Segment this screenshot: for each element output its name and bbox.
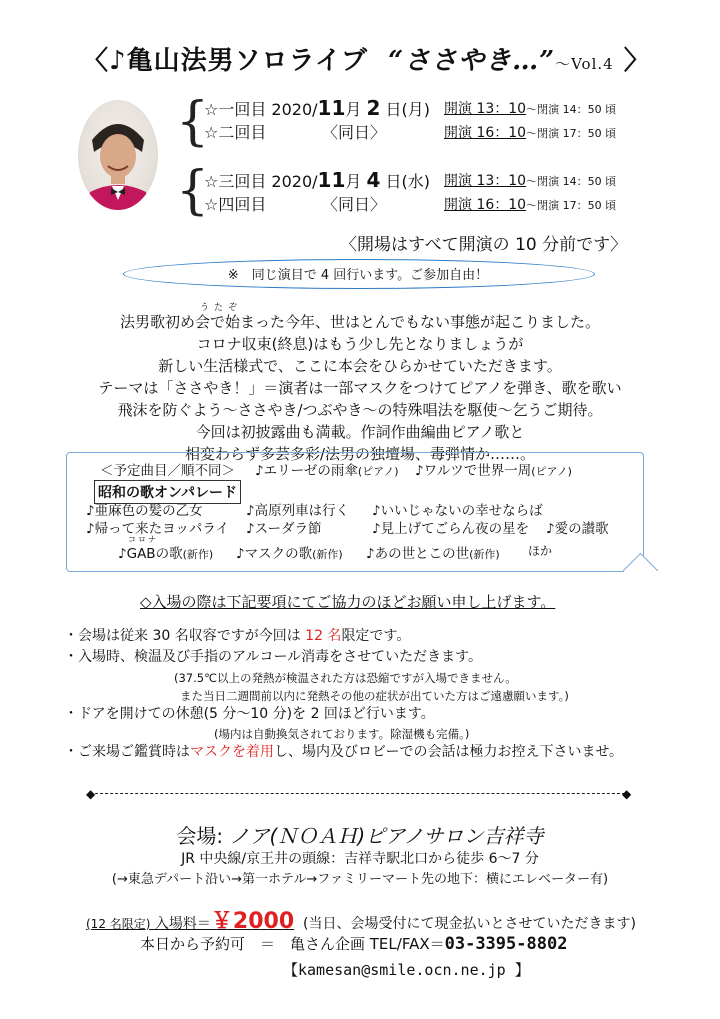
rule-break: ・ドアを開けての休憩(5 分～10 分)を 2 回ほど行います。 [64, 706, 435, 722]
venue-name: ノア(ＮＯＡＨ)ピアノサロン吉祥寺 [229, 824, 544, 848]
song-item: ♪スーダラ節 [246, 521, 322, 537]
song-item: ♪帰って来たヨッパライ [86, 521, 229, 537]
rule-temperature-note-2: また当日二週間前以内に発熱その他の症状が出ていた方はご遠慮願います。) [180, 689, 569, 703]
intro-line: 相変わらず多芸多彩/法男の独壇場、毒弾情か……。 [184, 445, 536, 463]
intro-line: 飛沫を防ぐよう～ささやき/つぶやき～の特殊唱法を駆使～乞うご期待。 [117, 401, 603, 419]
divider-mark-right: ◆ [622, 787, 632, 801]
show-2-time: 開演 16：10～閉演 17：50 頃 [444, 125, 617, 141]
performer-portrait-icon [78, 100, 158, 210]
fee-price: ￥2000 [210, 909, 295, 934]
ruby-corona: コロナ [128, 535, 158, 544]
page-title [82, 40, 651, 77]
rule-temperature-note-1: (37.5℃以上の発熱が検温された方は恐縮ですが入場できません。 [174, 671, 517, 685]
show-4: ☆四回目 〈同日〉 開演 16：10～閉演 17：50 頃 [204, 195, 617, 214]
medley-label: 昭和の歌オンパレード [94, 480, 241, 504]
performer-photo [78, 100, 158, 210]
title-vol: ～Vol.4 [555, 55, 614, 73]
song-item: ♪高原列車は行く [246, 503, 350, 519]
oval-note: ※ 同じ演目で 4 回行います。ご参加自由！ [227, 268, 489, 283]
intro-paragraph [90, 311, 630, 465]
close-bracket: 〉 [623, 46, 651, 76]
booking-tel[interactable]: 03-3395-8802 [444, 934, 568, 954]
intro-line: 新しい生活様式で、ここに本会をひらかせていただきます。 [158, 357, 562, 375]
music-note-icon: ♪ [109, 46, 127, 76]
song-piano-2: ♪ワルツで世界一周(ピアノ) [415, 463, 572, 479]
intro-line: 今回は初披露曲も満載。作詞作曲編曲ピアノ歌と [195, 423, 525, 441]
show-2: ☆二回目 〈同日〉 開演 16：10～閉演 17：50 頃 [204, 123, 617, 142]
song-item: ♪亜麻色の髪の乙女 [86, 503, 203, 519]
song-item: ♪いいじゃないの幸せならば [372, 503, 543, 519]
venue [0, 820, 720, 849]
divider-line [90, 793, 630, 794]
divider-mark-left: ◆ [86, 787, 96, 801]
song-new-3: ♪あの世とこの世(新作) [366, 546, 500, 562]
doors-open-note: 〈開場はすべて開演の 10 分前です〉 [340, 235, 628, 255]
venue-label: 会場: [176, 824, 224, 848]
intro-line: 法男歌初め会で始まった今年、世はとんでもない事態が起こりました。 [119, 313, 600, 331]
intro-line: コロナ収束(終息)はもう少し先となりましょうが [196, 335, 524, 353]
venue-access: JR 中央線/京王井の頭線：吉祥寺駅北口から徒歩 6～7 分 [181, 851, 539, 867]
song-new-1: ♪GABの歌(新作) [118, 546, 214, 562]
show-1: ☆一回目 2020/11月 2 日(月) 開演 13：10～閉演 14：50 頃 [204, 96, 617, 120]
song-piano-1: ♪エリーゼの雨傘(ピアノ) [255, 463, 399, 479]
ruby-utazo: うたぞ [200, 303, 243, 313]
intro-line: テーマは「ささやき！」＝演者は一部マスクをつけてピアノを弾き、歌を歌い [98, 379, 622, 397]
show-1-time: 開演 13：10～閉演 14：50 頃 [444, 101, 617, 117]
title-text: 亀山法男ソロライブ [126, 46, 369, 76]
setlist-heading: ＜予定曲目／順不同＞ [100, 463, 235, 479]
admission-fee [86, 904, 636, 935]
song-item: ♪愛の讃歌 [546, 521, 609, 537]
show-4-time: 開演 16：10～閉演 17：50 頃 [444, 197, 617, 213]
entry-request: ◇入場の際は下記要項にてご協力のほどお願い申し上げます。 [140, 593, 556, 611]
open-bracket: 〈 [82, 46, 110, 76]
venue-route: (→東急デパート沿い→第一ホテル→ファミリーマート先の地下：横にエレベーター有) [111, 872, 609, 887]
brace-2: { [176, 161, 210, 221]
fee-label: 入場料＝ [154, 916, 211, 932]
title-catch: “ささやき…” [388, 46, 556, 76]
song-etc: ほか [528, 544, 553, 558]
rule-capacity: ・会場は従来 30 名収容ですが今回は 12 名限定です。 [64, 628, 411, 644]
rule-mask: ・ご来場ご鑑賞時はマスクを着用し、場内及びロビーでの会話は極力お控え下さいませ。 [64, 744, 624, 760]
rule-temperature: ・入場時、検温及び手指のアルコール消毒をさせていただきます。 [64, 649, 483, 665]
show-3-time: 開演 13：10～閉演 14：50 頃 [444, 173, 617, 189]
fee-note: (当日、会場受付にて現金払いとさせていただきます) [303, 916, 636, 932]
booking-info: 本日から予約可 ＝ 亀さん企画 TEL/FAX＝03-3395-8802 [140, 934, 568, 954]
booking-email[interactable]: 【kamesan@smile.ocn.ne.jp 】 [283, 961, 530, 979]
brace-1: { [176, 92, 210, 152]
song-new-2: ♪マスクの歌(新作) [236, 546, 343, 562]
fee-limit: (12 名限定) [86, 917, 151, 931]
show-3: ☆三回目 2020/11月 4 日(水) 開演 13：10～閉演 14：50 頃 [204, 168, 617, 192]
song-item: ♪見上げてごらん夜の星を [372, 521, 530, 537]
rule-break-note: (場内は自動換気されております。除湿機も完備。) [214, 727, 470, 741]
